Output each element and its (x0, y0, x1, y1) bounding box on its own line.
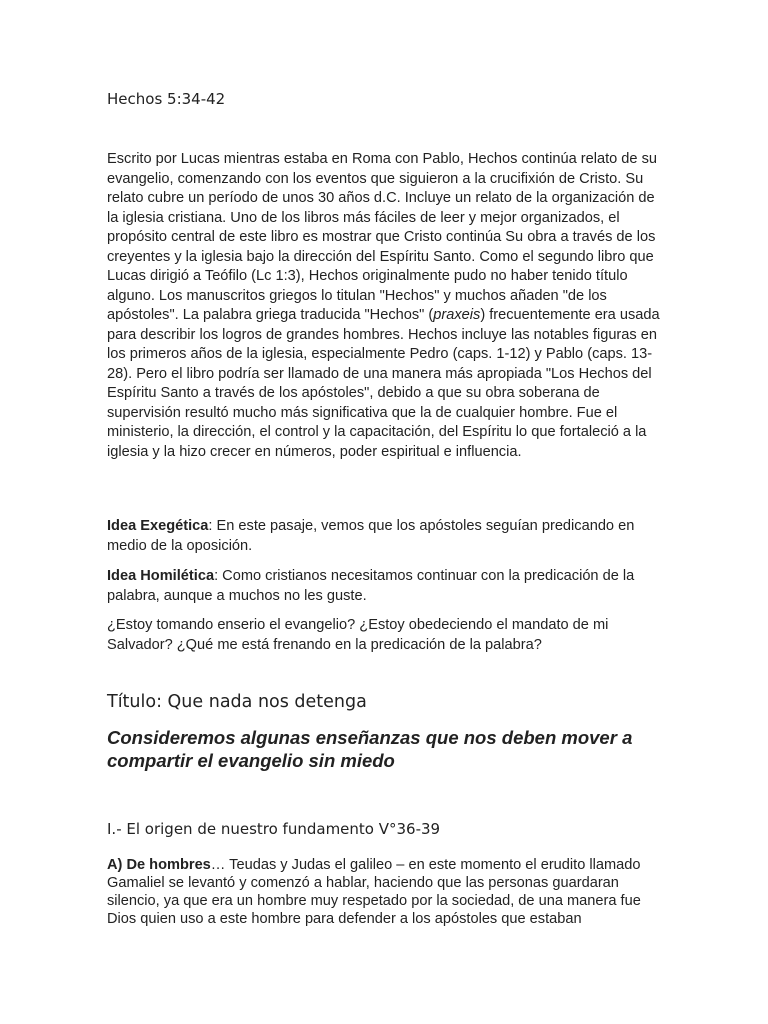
intro-paragraph (107, 150, 663, 462)
idea-homiletica (107, 566, 663, 606)
intro-text-part-2: ) frecuentemente era usada para describir los logros de grandes hombres. Hechos incluye las notables figuras en los primeros años de la iglesia, especialmente Pedro (caps. 1-12) y Pablo (caps. 13-28). Pero el libro podría ser llamado de una manera más apropiada "Los Hechos del Espíritu Santo a través de los apóstoles", debido a que su obra soberana de supervisión resultó mucho más significativa que la de cualquier hombre. Fue el ministerio, la dirección, el control y la capacitación, del Espíritu lo que fortaleció a la iglesia y la hizo crecer en números, poder espiritual e influencia. (107, 307, 660, 460)
idea-exegetica (107, 516, 663, 556)
intro-text-part-1: Escrito por Lucas mientras estaba en Roma con Pablo, Hechos continúa relato de su evangelio, comenzando con los eventos que siguieron a la crucifixión de Cristo. Su relato cubre un período de unos 30 años d.C. Incluye un relato de la organización de la iglesia cristiana. Uno de los libros más fáciles de leer y mejor organizados, el propósito central de este libro es mostrar que Cristo continúa Su obra a través de los creyentes y la iglesia bajo la dirección del Espíritu Santo. Como el segundo libro que Lucas dirigió a Teófilo (Lc 1:3), Hechos originalmente pudo no haber tenido título alguno. Los manuscritos griegos lo titulan "Hechos" y muchos añaden "de los apóstoles". La palabra griega traducida "Hechos" ( (107, 151, 658, 323)
idea-homiletica-text: : Como cristianos necesitamos continuar con la predicación de la palabra, aunque a muchos no les guste. (107, 568, 635, 604)
paragraph-a-label: A) De hombres (107, 857, 211, 873)
greek-term: praxeis (433, 307, 481, 323)
idea-exegetica-text: : En este pasaje, vemos que los apóstoles seguían predicando en medio de la oposición. (107, 518, 635, 554)
scripture-reference: Hechos 5:34-42 (107, 90, 226, 108)
point-heading-1: I.- El origen de nuestro fundamento V°36-39 (107, 820, 441, 838)
paragraph-a-text: … Teudas y Judas el galileo – en este momento el erudito llamado Gamaliel se levantó y comenzó a hablar, haciendo que las personas guardaran silencio, ya que era un hombre muy respetado por la sociedad, de una manera fue Dios quien uso a este hombre para defender a los apóstoles que estaban (107, 857, 641, 927)
sermon-title: Título: Que nada nos detenga (107, 692, 367, 712)
reflection-questions: ¿Estoy tomando enserio el evangelio? ¿Estoy obedeciendo el mandato de mi Salvador? ¿Qué me está frenando en la predicación de la palabra? (107, 617, 609, 653)
idea-exegetica-label: Idea Exegética (107, 518, 209, 534)
paragraph-a (107, 856, 663, 928)
sermon-subtitle: Consideremos algunas enseñanzas que nos deben mover a compartir el evangelio sin miedo (107, 727, 633, 771)
idea-homiletica-label: Idea Homilética (107, 568, 215, 584)
